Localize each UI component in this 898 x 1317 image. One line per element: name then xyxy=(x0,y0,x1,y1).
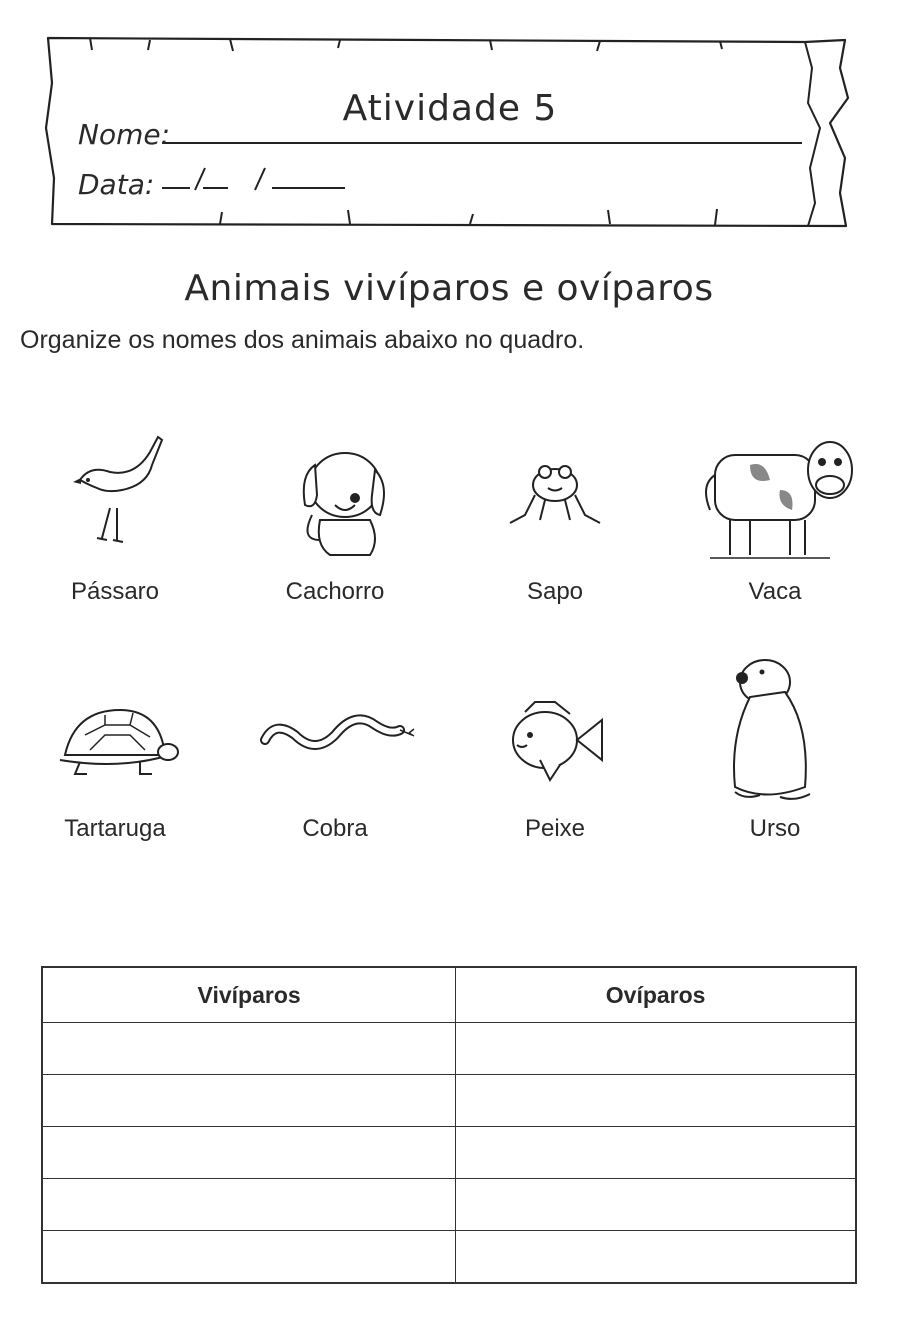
cow-icon xyxy=(690,430,860,565)
header-viviparos: Vivíparos xyxy=(42,967,456,1023)
animal-card-dog xyxy=(235,430,435,605)
answer-cell[interactable] xyxy=(456,1231,856,1284)
activity-title: Atividade 5 xyxy=(342,88,558,129)
animal-card-bear xyxy=(675,652,875,842)
table-row xyxy=(42,1231,856,1284)
table-row xyxy=(42,1075,856,1127)
animal-card-cow xyxy=(675,430,875,605)
animal-label: Cobra xyxy=(302,815,368,842)
answer-cell[interactable] xyxy=(42,1231,456,1284)
animal-card-frog xyxy=(455,430,655,605)
answer-cell[interactable] xyxy=(456,1075,856,1127)
dog-icon xyxy=(270,430,400,560)
answer-cell[interactable] xyxy=(456,1179,856,1231)
date-label: Data: xyxy=(78,168,155,201)
animal-card-snake xyxy=(235,690,435,842)
turtle-icon xyxy=(50,690,180,790)
bird-icon xyxy=(55,430,175,560)
answer-cell[interactable] xyxy=(456,1023,856,1075)
animal-label: Urso xyxy=(749,815,801,842)
instruction-text: Organize os nomes dos animais abaixo no quadro. xyxy=(20,326,585,354)
classification-table xyxy=(41,966,857,1284)
fish-icon xyxy=(495,690,615,790)
answer-cell[interactable] xyxy=(42,1127,456,1179)
worksheet-title: Animais vivíparos e ovíparos xyxy=(184,268,714,309)
answer-cell[interactable] xyxy=(456,1127,856,1179)
bear-icon xyxy=(720,652,830,812)
animal-label: Pássaro xyxy=(70,578,160,605)
animal-card-turtle xyxy=(15,690,215,842)
animal-card-fish xyxy=(455,690,655,842)
animal-label: Peixe xyxy=(524,815,586,842)
table-row xyxy=(42,1127,856,1179)
frog-icon xyxy=(500,430,610,550)
table-row xyxy=(42,1023,856,1075)
snake-icon xyxy=(255,690,415,780)
answer-cell[interactable] xyxy=(42,1023,456,1075)
table-row xyxy=(42,1179,856,1231)
name-label: Nome: xyxy=(78,118,171,151)
animal-label: Vaca xyxy=(748,578,802,605)
animal-card-bird xyxy=(15,430,215,605)
answer-cell[interactable] xyxy=(42,1179,456,1231)
header-oviparos: Ovíparos xyxy=(456,967,856,1023)
animal-label: Cachorro xyxy=(285,578,385,605)
animal-label: Tartaruga xyxy=(64,815,166,842)
animal-label: Sapo xyxy=(526,578,584,605)
answer-cell[interactable] xyxy=(42,1075,456,1127)
header-scroll xyxy=(40,28,860,233)
